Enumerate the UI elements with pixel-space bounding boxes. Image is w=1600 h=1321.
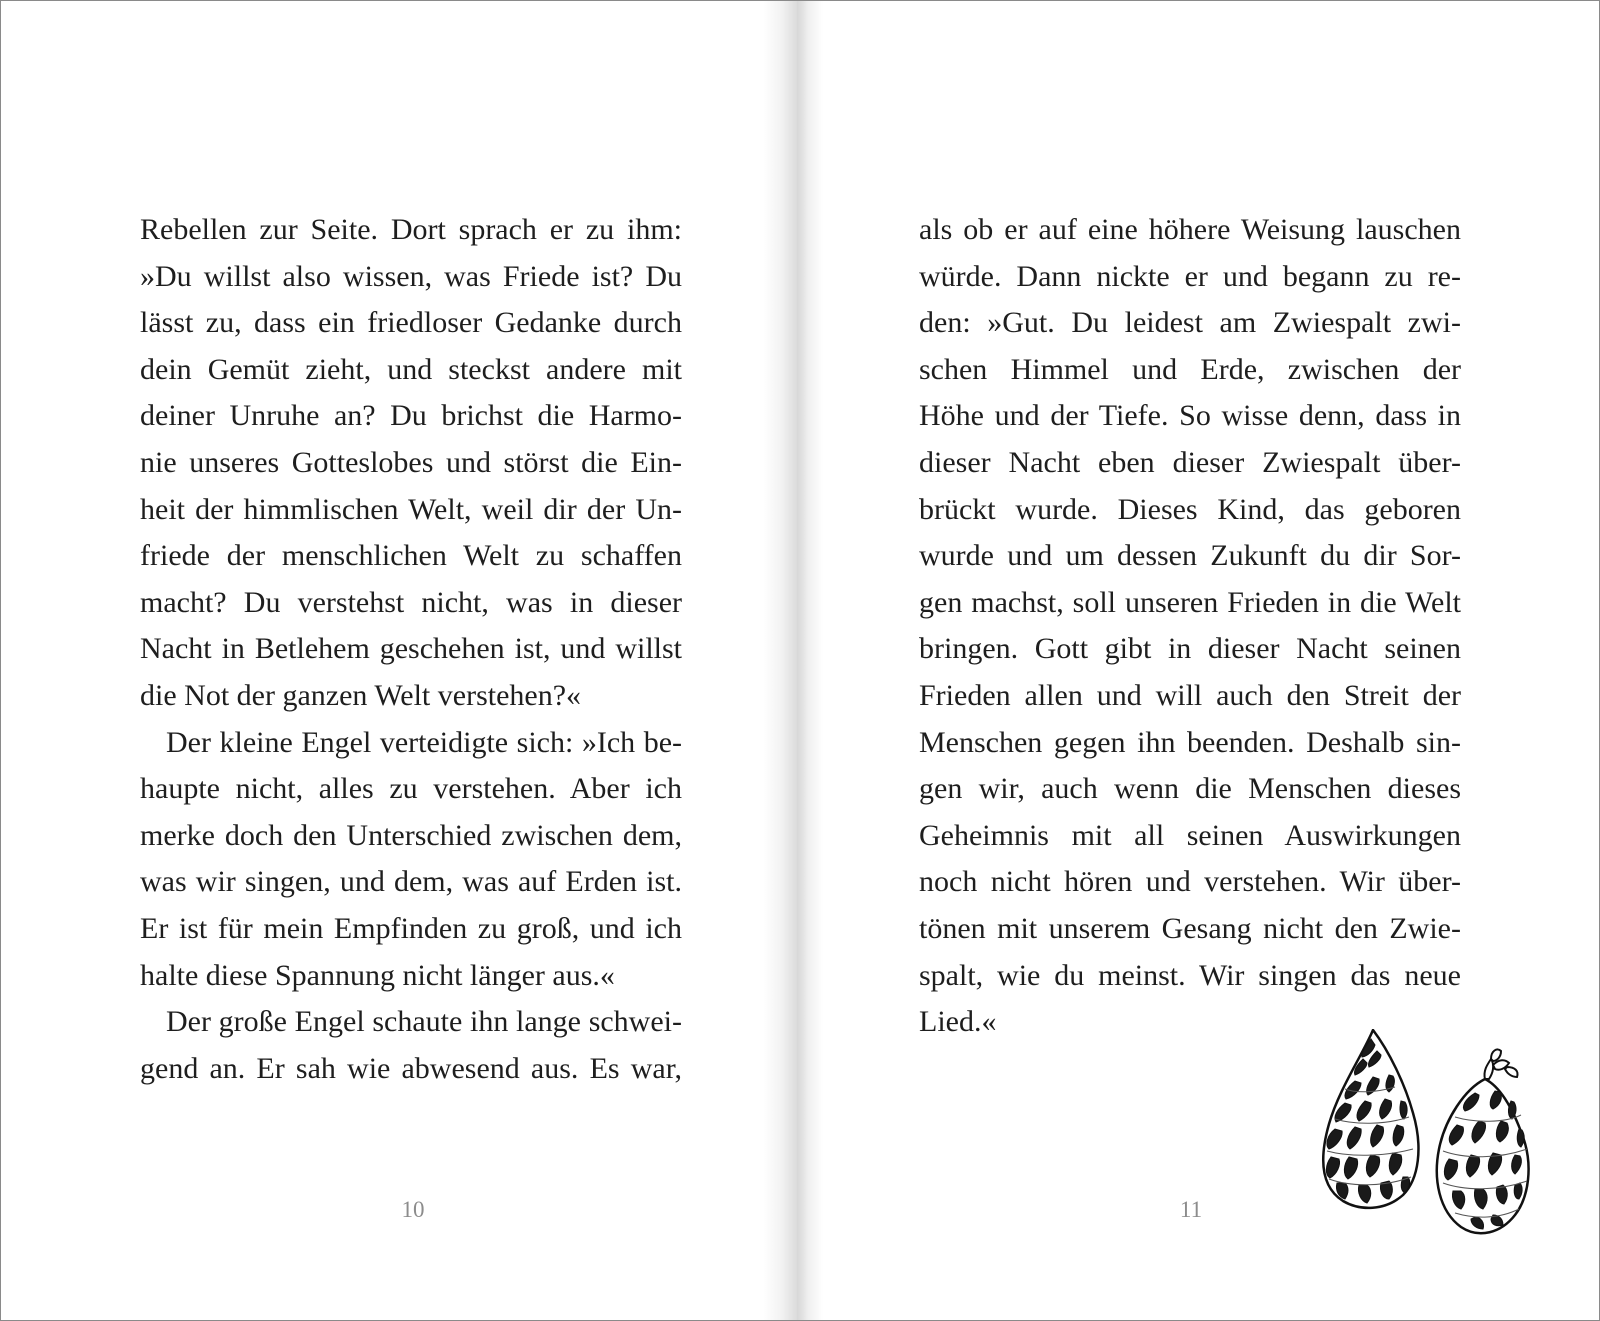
- page-number-left: 10: [401, 1197, 425, 1222]
- right-text-line: Höhe und der Tiefe. So wisse denn, dass in: [919, 399, 1461, 433]
- left-text-line: macht? Du verstehst nicht, was in dieser: [140, 585, 682, 619]
- left-text-line: merke doch den Unterschied zwischen dem,: [140, 818, 682, 852]
- left-text-line: die Not der ganzen Welt verstehen?«: [140, 678, 582, 712]
- page-number-right: 11: [1179, 1197, 1203, 1222]
- left-text-line: gend an. Er sah wie abwesend aus. Es war,: [140, 1051, 682, 1085]
- left-text-line: deiner Unruhe an? Du brichst die Harmo-: [140, 399, 682, 433]
- left-page: [1, 1, 797, 1320]
- right-text-line: gen machst, soll unseren Frieden in die Welt: [919, 585, 1461, 619]
- gutter-shadow-right: [797, 1, 823, 1320]
- right-text-line: Geheimnis mit all seinen Auswirkungen: [919, 818, 1461, 852]
- right-text-line: würde. Dann nickte er und begann zu re-: [919, 259, 1461, 293]
- right-text-line: den: »Gut. Du leidest am Zwiespalt zwi-: [919, 306, 1461, 340]
- right-text-line: als ob er auf eine höhere Weisung lauschen: [919, 213, 1461, 246]
- right-text-line: Lied.«: [919, 1005, 997, 1039]
- left-text-line: lässt zu, dass ein friedloser Gedanke durch: [140, 306, 682, 340]
- gutter-shadow-left: [763, 1, 797, 1320]
- right-text-line: Frieden allen und will auch den Streit der: [919, 678, 1461, 712]
- right-text-line: gen wir, auch wenn die Menschen dieses: [919, 772, 1461, 806]
- left-text-line: Er ist für mein Empfinden zu groß, und ich: [140, 911, 682, 945]
- right-text-line: noch nicht hören und verstehen. Wir über-: [919, 865, 1461, 899]
- right-text-line: dieser Nacht eben dieser Zwiespalt über-: [919, 445, 1461, 479]
- left-text-line: heit der himmlischen Welt, weil dir der Un-: [140, 492, 682, 526]
- right-text-line: bringen. Gott gibt in dieser Nacht seinen: [919, 632, 1461, 666]
- right-text-line: Menschen gegen ihn beenden. Deshalb sin-: [919, 725, 1461, 759]
- right-text-line: spalt, wie du meinst. Wir singen das neue: [919, 958, 1461, 992]
- right-text-line: schen Himmel und Erde, zwischen der: [919, 352, 1461, 386]
- left-text-line: Rebellen zur Seite. Dort sprach er zu ihm:: [140, 213, 682, 246]
- right-text-line: tönen mit unserem Gesang nicht den Zwie-: [919, 911, 1461, 945]
- right-page-body-text: [919, 207, 1461, 1046]
- left-text-line: was wir singen, und dem, was auf Erden ist.: [140, 865, 682, 899]
- pine-cone-large-icon: [1323, 1030, 1418, 1208]
- left-text-line: »Du willst also wissen, was Friede ist? Du: [140, 259, 682, 293]
- right-text-line: wurde und um dessen Zukunft du dir Sor-: [919, 539, 1461, 573]
- left-text-line: haupte nicht, alles zu verstehen. Aber ich: [140, 772, 682, 806]
- left-text-line: nie unseres Gotteslobes und störst die Ein-: [140, 445, 682, 479]
- left-text-line: halte diese Spannung nicht länger aus.«: [140, 958, 615, 992]
- right-text-line: brückt wurde. Dieses Kind, das geboren: [919, 492, 1461, 526]
- left-text-line: Der kleine Engel verteidigte sich: »Ich be-: [166, 725, 682, 759]
- right-page: [797, 1, 1599, 1320]
- left-page-body-text: [140, 207, 682, 1092]
- pine-cones-illustration: [1315, 1029, 1555, 1247]
- left-text-line: dein Gemüt zieht, und steckst andere mit: [140, 352, 682, 386]
- left-text-line: Der große Engel schaute ihn lange schwei-: [166, 1005, 682, 1039]
- left-text-line: friede der menschlichen Welt zu schaffen: [140, 539, 682, 573]
- pine-cone-small-icon: [1437, 1049, 1529, 1233]
- left-text-line: Nacht in Betlehem geschehen ist, und willst: [140, 632, 682, 666]
